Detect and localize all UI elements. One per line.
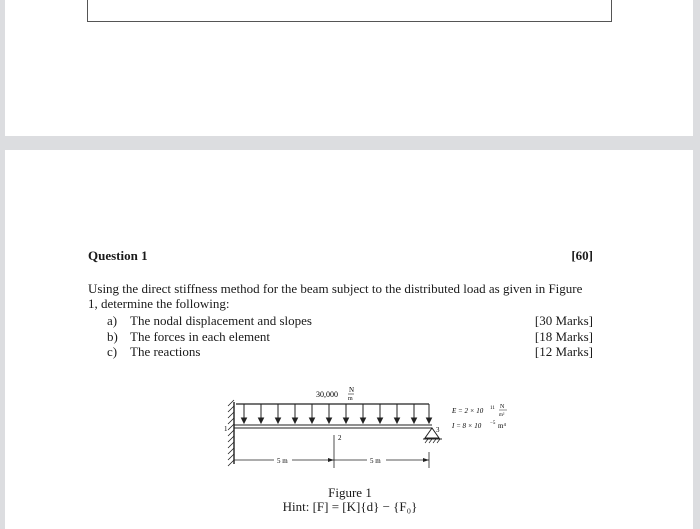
dimension-line bbox=[234, 452, 429, 468]
material-properties bbox=[451, 404, 507, 430]
span-2-label: 5 m bbox=[370, 457, 381, 465]
load-unit-den: m bbox=[348, 396, 353, 402]
question-parts bbox=[107, 313, 593, 360]
e-exponent: 11 bbox=[490, 406, 495, 411]
load-unit-num: N bbox=[349, 386, 355, 394]
node-1-label: 1 bbox=[224, 425, 228, 433]
question-total-marks: [60] bbox=[571, 248, 593, 263]
list-item bbox=[107, 329, 593, 345]
node-2-label: 2 bbox=[338, 434, 342, 442]
answer-box bbox=[87, 0, 612, 22]
span-1-label: 5 m bbox=[277, 457, 288, 465]
question-intro: Using the direct stiffness method for the beam subject to the distributed load as given in Figure 1, determine the following: bbox=[88, 281, 583, 311]
part-text: The reactions bbox=[130, 344, 201, 359]
hint-text: Hint: [F] = [K]{d} − {F₀} bbox=[282, 499, 418, 514]
part-marks: [30 Marks] bbox=[534, 313, 593, 328]
question-header bbox=[88, 248, 593, 264]
load-value: 30,000 bbox=[316, 390, 338, 399]
i-value: I = 8 × 10 bbox=[452, 422, 482, 430]
part-text: The nodal displacement and slopes bbox=[130, 313, 312, 328]
part-label: b) bbox=[107, 328, 118, 344]
part-marks: [12 Marks] bbox=[534, 344, 593, 359]
beam bbox=[234, 425, 432, 428]
e-unit-num: N bbox=[500, 404, 505, 410]
list-item bbox=[107, 344, 593, 360]
i-unit: m⁴ bbox=[498, 422, 506, 430]
list-item bbox=[107, 313, 593, 329]
i-exponent: −5 bbox=[490, 421, 496, 426]
e-unit-den: m² bbox=[499, 413, 505, 418]
part-label: c) bbox=[107, 344, 118, 359]
part-marks: [18 Marks] bbox=[534, 328, 593, 344]
question-title: Question 1 bbox=[88, 248, 148, 263]
e-value: E = 2 × 10 bbox=[452, 407, 484, 415]
part-text: The forces in each element bbox=[130, 328, 271, 344]
distributed-load bbox=[236, 404, 432, 423]
node-3-label: 3 bbox=[436, 426, 440, 434]
fixed-support bbox=[228, 400, 234, 466]
part-label: a) bbox=[107, 313, 118, 328]
beam-figure bbox=[222, 380, 522, 470]
figure-caption: Figure 1 bbox=[328, 485, 372, 500]
